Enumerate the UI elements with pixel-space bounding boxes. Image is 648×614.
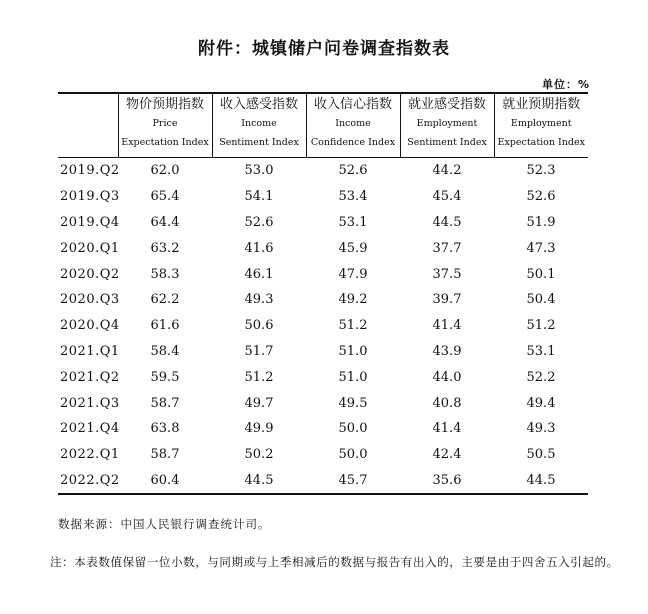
employment-expectation-cell: 51.2 <box>526 318 556 334</box>
income-confidence-cell: 52.6 <box>338 163 368 179</box>
table-row <box>58 442 588 468</box>
header-en-label: Employment <box>510 118 572 129</box>
header-en-label: Confidence Index <box>310 137 396 148</box>
employment-expectation-cell: 49.4 <box>526 395 556 411</box>
income-sentiment-cell: 51.7 <box>244 343 274 359</box>
income-sentiment-cell: 50.2 <box>244 447 274 463</box>
employment-expectation-cell: 52.6 <box>526 189 556 205</box>
header-price-expectation <box>118 93 212 158</box>
header-period-cell <box>58 93 118 158</box>
period-cell: 2020.Q2 <box>60 266 120 282</box>
income-confidence-cell: 47.9 <box>338 266 368 282</box>
header-income-sentiment <box>212 93 306 158</box>
header-employment-sentiment <box>400 93 494 158</box>
employment-sentiment-cell: 39.7 <box>432 292 462 308</box>
header-cn-label: 就业预期指数 <box>502 97 581 112</box>
income-confidence-cell: 45.9 <box>338 240 368 256</box>
price-expectation-cell: 58.7 <box>150 447 180 463</box>
price-expectation-cell: 64.4 <box>150 214 180 230</box>
employment-expectation-cell: 52.2 <box>526 369 556 385</box>
income-confidence-cell: 49.2 <box>338 292 368 308</box>
income-sentiment-cell: 50.6 <box>244 318 274 334</box>
income-confidence-cell: 51.0 <box>338 343 368 359</box>
income-confidence-cell: 53.1 <box>338 214 368 230</box>
data-source: 数据来源：中国人民银行调查统计司。 <box>58 517 271 531</box>
header-en-label: Expectation Index <box>121 137 209 148</box>
price-expectation-cell: 63.8 <box>150 421 180 437</box>
employment-expectation-cell: 53.1 <box>526 343 556 359</box>
table-row <box>58 184 588 210</box>
employment-expectation-cell: 44.5 <box>526 472 556 488</box>
period-cell: 2020.Q4 <box>60 318 120 334</box>
price-expectation-cell: 65.4 <box>150 189 180 205</box>
employment-sentiment-cell: 41.4 <box>432 421 462 437</box>
period-cell: 2021.Q3 <box>60 395 120 411</box>
table-header-row <box>58 93 588 158</box>
table-row <box>58 158 588 184</box>
price-expectation-cell: 62.0 <box>150 163 180 179</box>
employment-sentiment-cell: 41.4 <box>432 318 462 334</box>
price-expectation-cell: 58.7 <box>150 395 180 411</box>
period-cell: 2022.Q1 <box>60 447 120 463</box>
employment-sentiment-cell: 42.4 <box>432 447 462 463</box>
employment-sentiment-cell: 43.9 <box>432 343 462 359</box>
unit-label: 单位：% <box>541 78 590 91</box>
employment-expectation-cell: 50.5 <box>526 447 556 463</box>
employment-expectation-cell: 50.1 <box>526 266 556 282</box>
table-row <box>58 261 588 287</box>
income-confidence-cell: 51.0 <box>338 369 368 385</box>
price-expectation-cell: 58.3 <box>150 266 180 282</box>
employment-sentiment-cell: 40.8 <box>432 395 462 411</box>
income-sentiment-cell: 51.2 <box>244 369 274 385</box>
income-confidence-cell: 53.4 <box>338 189 368 205</box>
period-cell: 2022.Q2 <box>60 472 120 488</box>
employment-expectation-cell: 49.3 <box>526 421 556 437</box>
period-cell: 2019.Q2 <box>60 163 120 179</box>
income-sentiment-cell: 54.1 <box>244 189 274 205</box>
employment-sentiment-cell: 44.5 <box>432 214 462 230</box>
period-cell: 2020.Q3 <box>60 292 120 308</box>
income-confidence-cell: 50.0 <box>338 447 368 463</box>
income-sentiment-cell: 44.5 <box>244 472 274 488</box>
price-expectation-cell: 58.4 <box>150 343 180 359</box>
income-sentiment-cell: 53.0 <box>244 163 274 179</box>
table-row <box>58 339 588 365</box>
period-cell: 2021.Q2 <box>60 369 120 385</box>
header-en-label: Employment <box>416 118 478 129</box>
header-en-label: Income <box>241 118 277 129</box>
table-row <box>58 313 588 339</box>
period-cell: 2019.Q4 <box>60 214 120 230</box>
income-confidence-cell: 51.2 <box>338 318 368 334</box>
employment-expectation-cell: 47.3 <box>526 240 556 256</box>
header-en-label: Income <box>335 118 371 129</box>
table-row <box>58 210 588 236</box>
header-cn-label: 收入信心指数 <box>313 97 392 112</box>
income-confidence-cell: 50.0 <box>338 421 368 437</box>
employment-sentiment-cell: 37.5 <box>432 266 462 282</box>
income-sentiment-cell: 49.7 <box>244 395 274 411</box>
price-expectation-cell: 61.6 <box>150 318 180 334</box>
table-row <box>58 468 588 495</box>
survey-index-table <box>58 92 588 495</box>
income-sentiment-cell: 49.3 <box>244 292 274 308</box>
employment-sentiment-cell: 45.4 <box>432 189 462 205</box>
table-row <box>58 390 588 416</box>
table-row <box>58 364 588 390</box>
price-expectation-cell: 63.2 <box>150 240 180 256</box>
header-income-confidence <box>306 93 400 158</box>
header-cn-label: 收入感受指数 <box>219 97 298 112</box>
price-expectation-cell: 60.4 <box>150 472 180 488</box>
page-title: 附件：城镇储户问卷调查指数表 <box>198 39 450 59</box>
table-row <box>58 287 588 313</box>
table-row <box>58 235 588 261</box>
employment-expectation-cell: 50.4 <box>526 292 556 308</box>
employment-expectation-cell: 52.3 <box>526 163 556 179</box>
table-row <box>58 416 588 442</box>
table-note: 注：本表数值保留一位小数，与同期或与上季相减后的数据与报告有出入的，主要是由于四舍五入引起的。 <box>50 555 619 569</box>
employment-sentiment-cell: 35.6 <box>432 472 462 488</box>
price-expectation-cell: 62.2 <box>150 292 180 308</box>
employment-sentiment-cell: 37.7 <box>432 240 462 256</box>
header-en-label: Sentiment Index <box>219 137 299 148</box>
income-sentiment-cell: 52.6 <box>244 214 274 230</box>
income-sentiment-cell: 49.9 <box>244 421 274 437</box>
header-en-label: Expectation Index <box>497 137 585 148</box>
period-cell: 2020.Q1 <box>60 240 120 256</box>
employment-sentiment-cell: 44.0 <box>432 369 462 385</box>
period-cell: 2021.Q4 <box>60 421 120 437</box>
price-expectation-cell: 59.5 <box>150 369 180 385</box>
income-confidence-cell: 45.7 <box>338 472 368 488</box>
employment-sentiment-cell: 44.2 <box>432 163 462 179</box>
employment-expectation-cell: 51.9 <box>526 214 556 230</box>
header-en-label: Price <box>152 118 178 129</box>
header-employment-expectation <box>494 93 588 158</box>
income-confidence-cell: 49.5 <box>338 395 368 411</box>
period-cell: 2021.Q1 <box>60 343 120 359</box>
period-cell: 2019.Q3 <box>60 189 120 205</box>
income-sentiment-cell: 41.6 <box>244 240 274 256</box>
header-en-label: Sentiment Index <box>407 137 487 148</box>
header-cn-label: 物价预期指数 <box>125 97 204 112</box>
income-sentiment-cell: 46.1 <box>244 266 274 282</box>
header-cn-label: 就业感受指数 <box>407 97 486 112</box>
